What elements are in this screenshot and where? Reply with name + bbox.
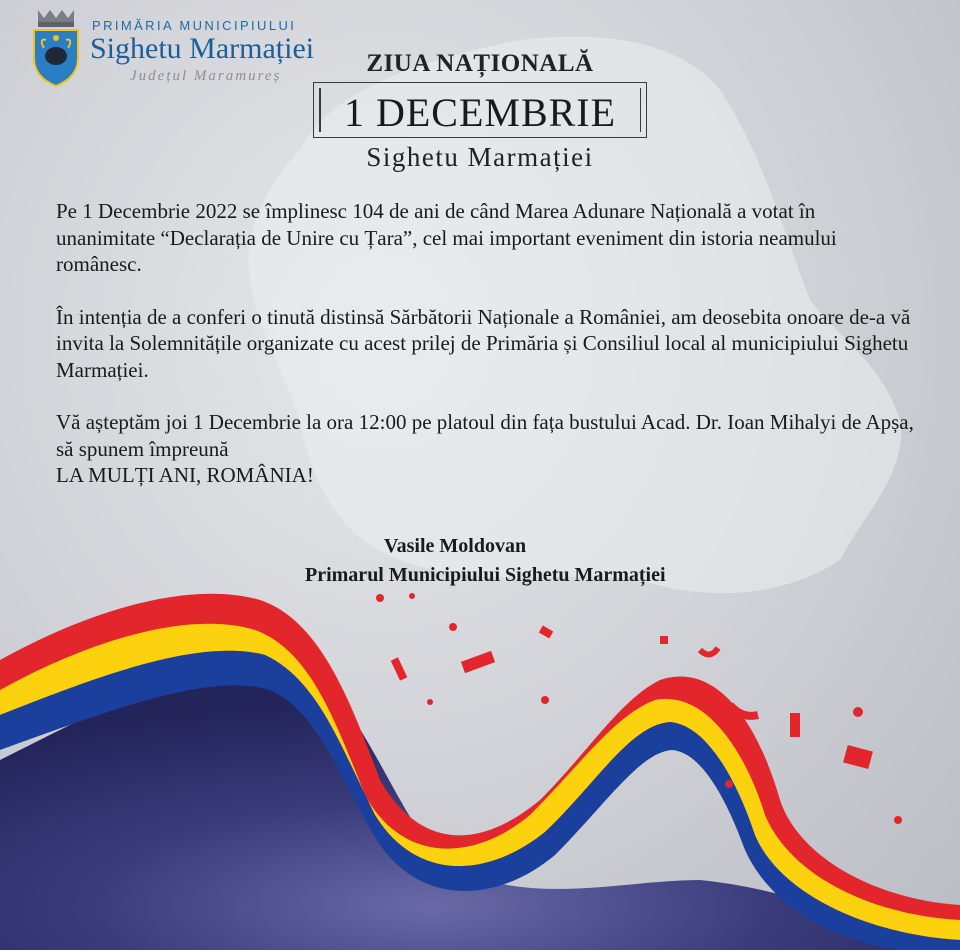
paragraph-invitation: În intenția de a conferi o tinută distinsă Sărbătorii Naționale a României, am deosebita onoare de-a vă invita la Solemnitățile organizate cu acest prilej de Primăria și Consiliul local al municipiului Sighetu Marmației. — [56, 304, 911, 382]
paragraph-schedule: Vă așteptăm joi 1 Decembrie la ora 12:00 pe platoul din fața bustului Acad. Dr. Ioan Mihalyi de Apșa, să spunem împreună — [56, 410, 914, 461]
org-line: PRIMĂRIA MUNICIPIULUI — [92, 18, 297, 33]
paragraph-anniversary: Pe 1 Decembrie 2022 se împlinesc 104 de ani de când Marea Adunare Națională a votat în unanimitate “Declarația de Unire cu Țara”, cel mai important eveniment din istoria neamului românesc. — [56, 199, 837, 276]
page-title: ZIUA NAȚIONALĂ — [366, 50, 594, 77]
org-county: Județul Maramureș — [130, 68, 282, 84]
city-subtitle: Sighetu Marmației — [366, 142, 594, 172]
org-name: Sighetu Marmației — [90, 32, 315, 65]
signatory-name: Vasile Moldovan — [384, 535, 527, 557]
closing-greeting: LA MULȚI ANI, ROMÂNIA! — [56, 463, 314, 487]
signatory-title: Primarul Municipiului Sighetu Marmației — [305, 564, 666, 586]
date-title: 1 DECEMBRIE — [343, 90, 617, 135]
